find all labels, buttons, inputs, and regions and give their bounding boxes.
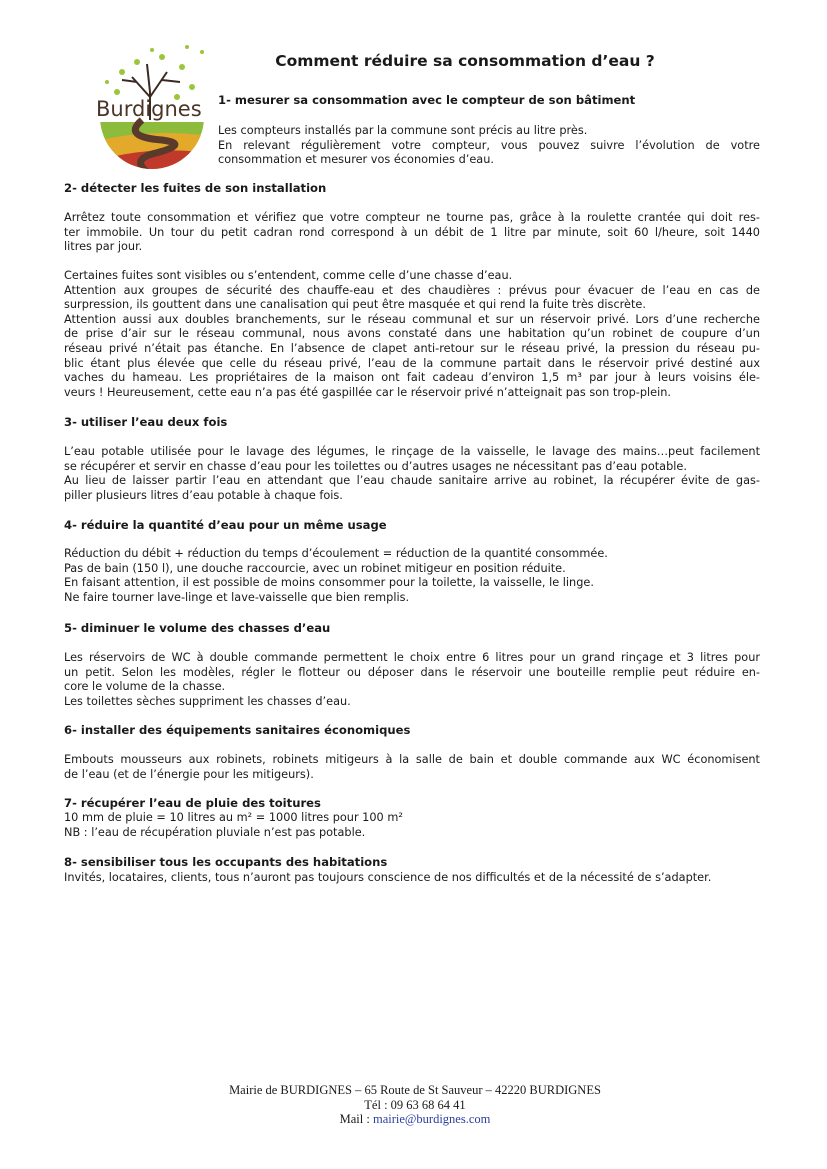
section-8-heading: 8- sensibiliser tous les occupants des habitations <box>64 855 388 869</box>
text-line: Embouts mousseurs aux robinets, robinets mitigeurs à la salle de bain et double commande aux WC économisent <box>64 753 760 766</box>
text-line: core le volume de la chasse. <box>64 680 226 694</box>
section-1-text <box>218 124 760 168</box>
text-line: Certaines fuites sont visibles ou s’entendent, comme celle d’une chasse d’eau. <box>64 269 513 282</box>
footer-address: Mairie de BURDIGNES – 65 Route de St Sauveur – 42220 BURDIGNES <box>229 1083 601 1097</box>
text-line: se récupérer et servir en chasse d’eau pour les toilettes ou d’autres usages ne nécessitant pas d’eau potable. <box>64 459 687 473</box>
text-line: Les compteurs installés par la commune sont précis au litre près. <box>218 124 588 137</box>
section-5-heading: 5- diminuer le volume des chasses d’eau <box>64 621 331 635</box>
section-6-text <box>64 753 760 782</box>
section-8-text <box>64 871 764 886</box>
text-line: piller plusieurs litres d’eau potable à chaque fois. <box>64 488 343 502</box>
section-2-text-2 <box>64 269 760 400</box>
page-title: Comment réduire sa consommation d’eau ? <box>275 52 655 70</box>
section-5-text <box>64 651 760 709</box>
text-line: de prise d’air sur le réseau communal, nous avons constaté dans une habitation qu’un robinet de coupure d’un <box>64 327 760 341</box>
section-3-heading: 3- utiliser l’eau deux fois <box>64 415 228 429</box>
text-line: Pas de bain (150 l), une douche raccourcie, avec un robinet mitigeur en position réduite. <box>64 561 566 575</box>
section-4-heading: 4- réduire la quantité d’eau pour un même usage <box>64 518 387 532</box>
footer-mail-label: Mail : <box>339 1112 373 1127</box>
text-line: de l’eau (et de l’énergie pour les mitigeurs). <box>64 767 314 781</box>
text-line: Attention aux groupes de sécurité des chauffe-eau et des chaudières : prévus pour évacuer de l’eau en cas de <box>64 283 760 297</box>
text-line: 10 mm de pluie = 10 litres au m² = 1000 litres pour 100 m² <box>64 811 403 824</box>
text-line: L’eau potable utilisée pour le lavage des légumes, le rinçage de la vaisselle, le lavage des mains…peut facilement <box>64 445 760 458</box>
section-7-heading: 7- récupérer l’eau de pluie des toitures <box>64 796 321 810</box>
section-2-text <box>64 211 760 255</box>
text-line: Au lieu de laisser partir l’eau en attendant que l’eau chaude sanitaire arrive au robinet, la récupérer évite de gas- <box>64 474 760 488</box>
footer-mail-link[interactable]: mairie@burdignes.com <box>372 1112 491 1127</box>
burdignes-logo <box>92 42 217 172</box>
text-line: réseau privé n’était pas étanche. En l’absence de clapet anti-retour sur le réseau privé, la pression du réseau pu- <box>64 341 760 355</box>
text-line: En relevant régulièrement votre compteur, vous pouvez suivre l’évolution de votre <box>218 138 760 152</box>
text-line: litres par jour. <box>64 240 143 254</box>
section-7-text <box>64 811 760 840</box>
section-6-heading: 6- installer des équipements sanitaires économiques <box>64 723 411 737</box>
text-line: Réduction du débit + réduction du temps d’écoulement = réduction de la quantité consommée. <box>64 547 608 560</box>
text-line: surpression, ils gouttent dans une canalisation qui peut être masquée et qui rend la fuite très discrète. <box>64 298 646 312</box>
text-line: Ne faire tourner lave-linge et lave-vaisselle que bien remplis. <box>64 590 410 604</box>
text-line: Les réservoirs de WC à double commande permettent le choix entre 6 litres pour un grand rinçage et 3 litres pour <box>64 651 760 664</box>
text-line: ter immobile. Un tour du petit cadran rond correspond à un débit de 1 litre par minute, soit 60 l/heure, soit 1440 <box>64 225 760 239</box>
text-line: Attention aussi aux doubles branchements, sur le réseau communal et sur un réservoir privé. Lors d’une recherche <box>64 312 760 326</box>
text-line: blic étant plus élevée que celle du réseau privé, l’eau de la commune partait dans le réservoir privé destiné aux <box>64 356 760 370</box>
footer <box>150 1083 680 1127</box>
text-line: En faisant attention, il est possible de moins consommer pour la toilette, la vaisselle, le linge. <box>64 576 594 590</box>
svg-text:Burdignes: Burdignes <box>96 97 202 121</box>
text-line: NB : l’eau de récupération pluviale n’est pas potable. <box>64 825 366 839</box>
section-2-heading: 2- détecter les fuites de son installation <box>64 181 327 195</box>
text-line: vaches du hameau. Les propriétaires de la maison ont fait cadeau d’environ 1,5 m³ par jour à leurs voisins éle- <box>64 371 760 385</box>
text-line: consommation et mesurer vos économies d’eau. <box>218 153 494 167</box>
footer-phone: Tél : 09 63 68 64 41 <box>364 1097 466 1112</box>
text-line: Les toilettes sèches suppriment les chasses d’eau. <box>64 694 351 708</box>
text-line: Invités, locataires, clients, tous n’auront pas toujours conscience de nos difficultés et de la nécessité de s’adapter. <box>64 871 712 884</box>
text-line: un petit. Selon les modèles, régler le flotteur ou déposer dans le réservoir une bouteille remplie peut réduire en- <box>64 665 760 679</box>
section-4-text <box>64 547 760 605</box>
text-line: veurs ! Heureusement, cette eau n’a pas été gaspillée car le réservoir privé n’atteignait pas son trop-plein. <box>64 385 672 399</box>
text-line: Arrêtez toute consommation et vérifiez que votre compteur ne tourne pas, grâce à la roulette crantée qui doit res- <box>64 211 760 224</box>
section-3-text <box>64 445 760 503</box>
section-1-heading: 1- mesurer sa consommation avec le compteur de son bâtiment <box>218 93 636 107</box>
